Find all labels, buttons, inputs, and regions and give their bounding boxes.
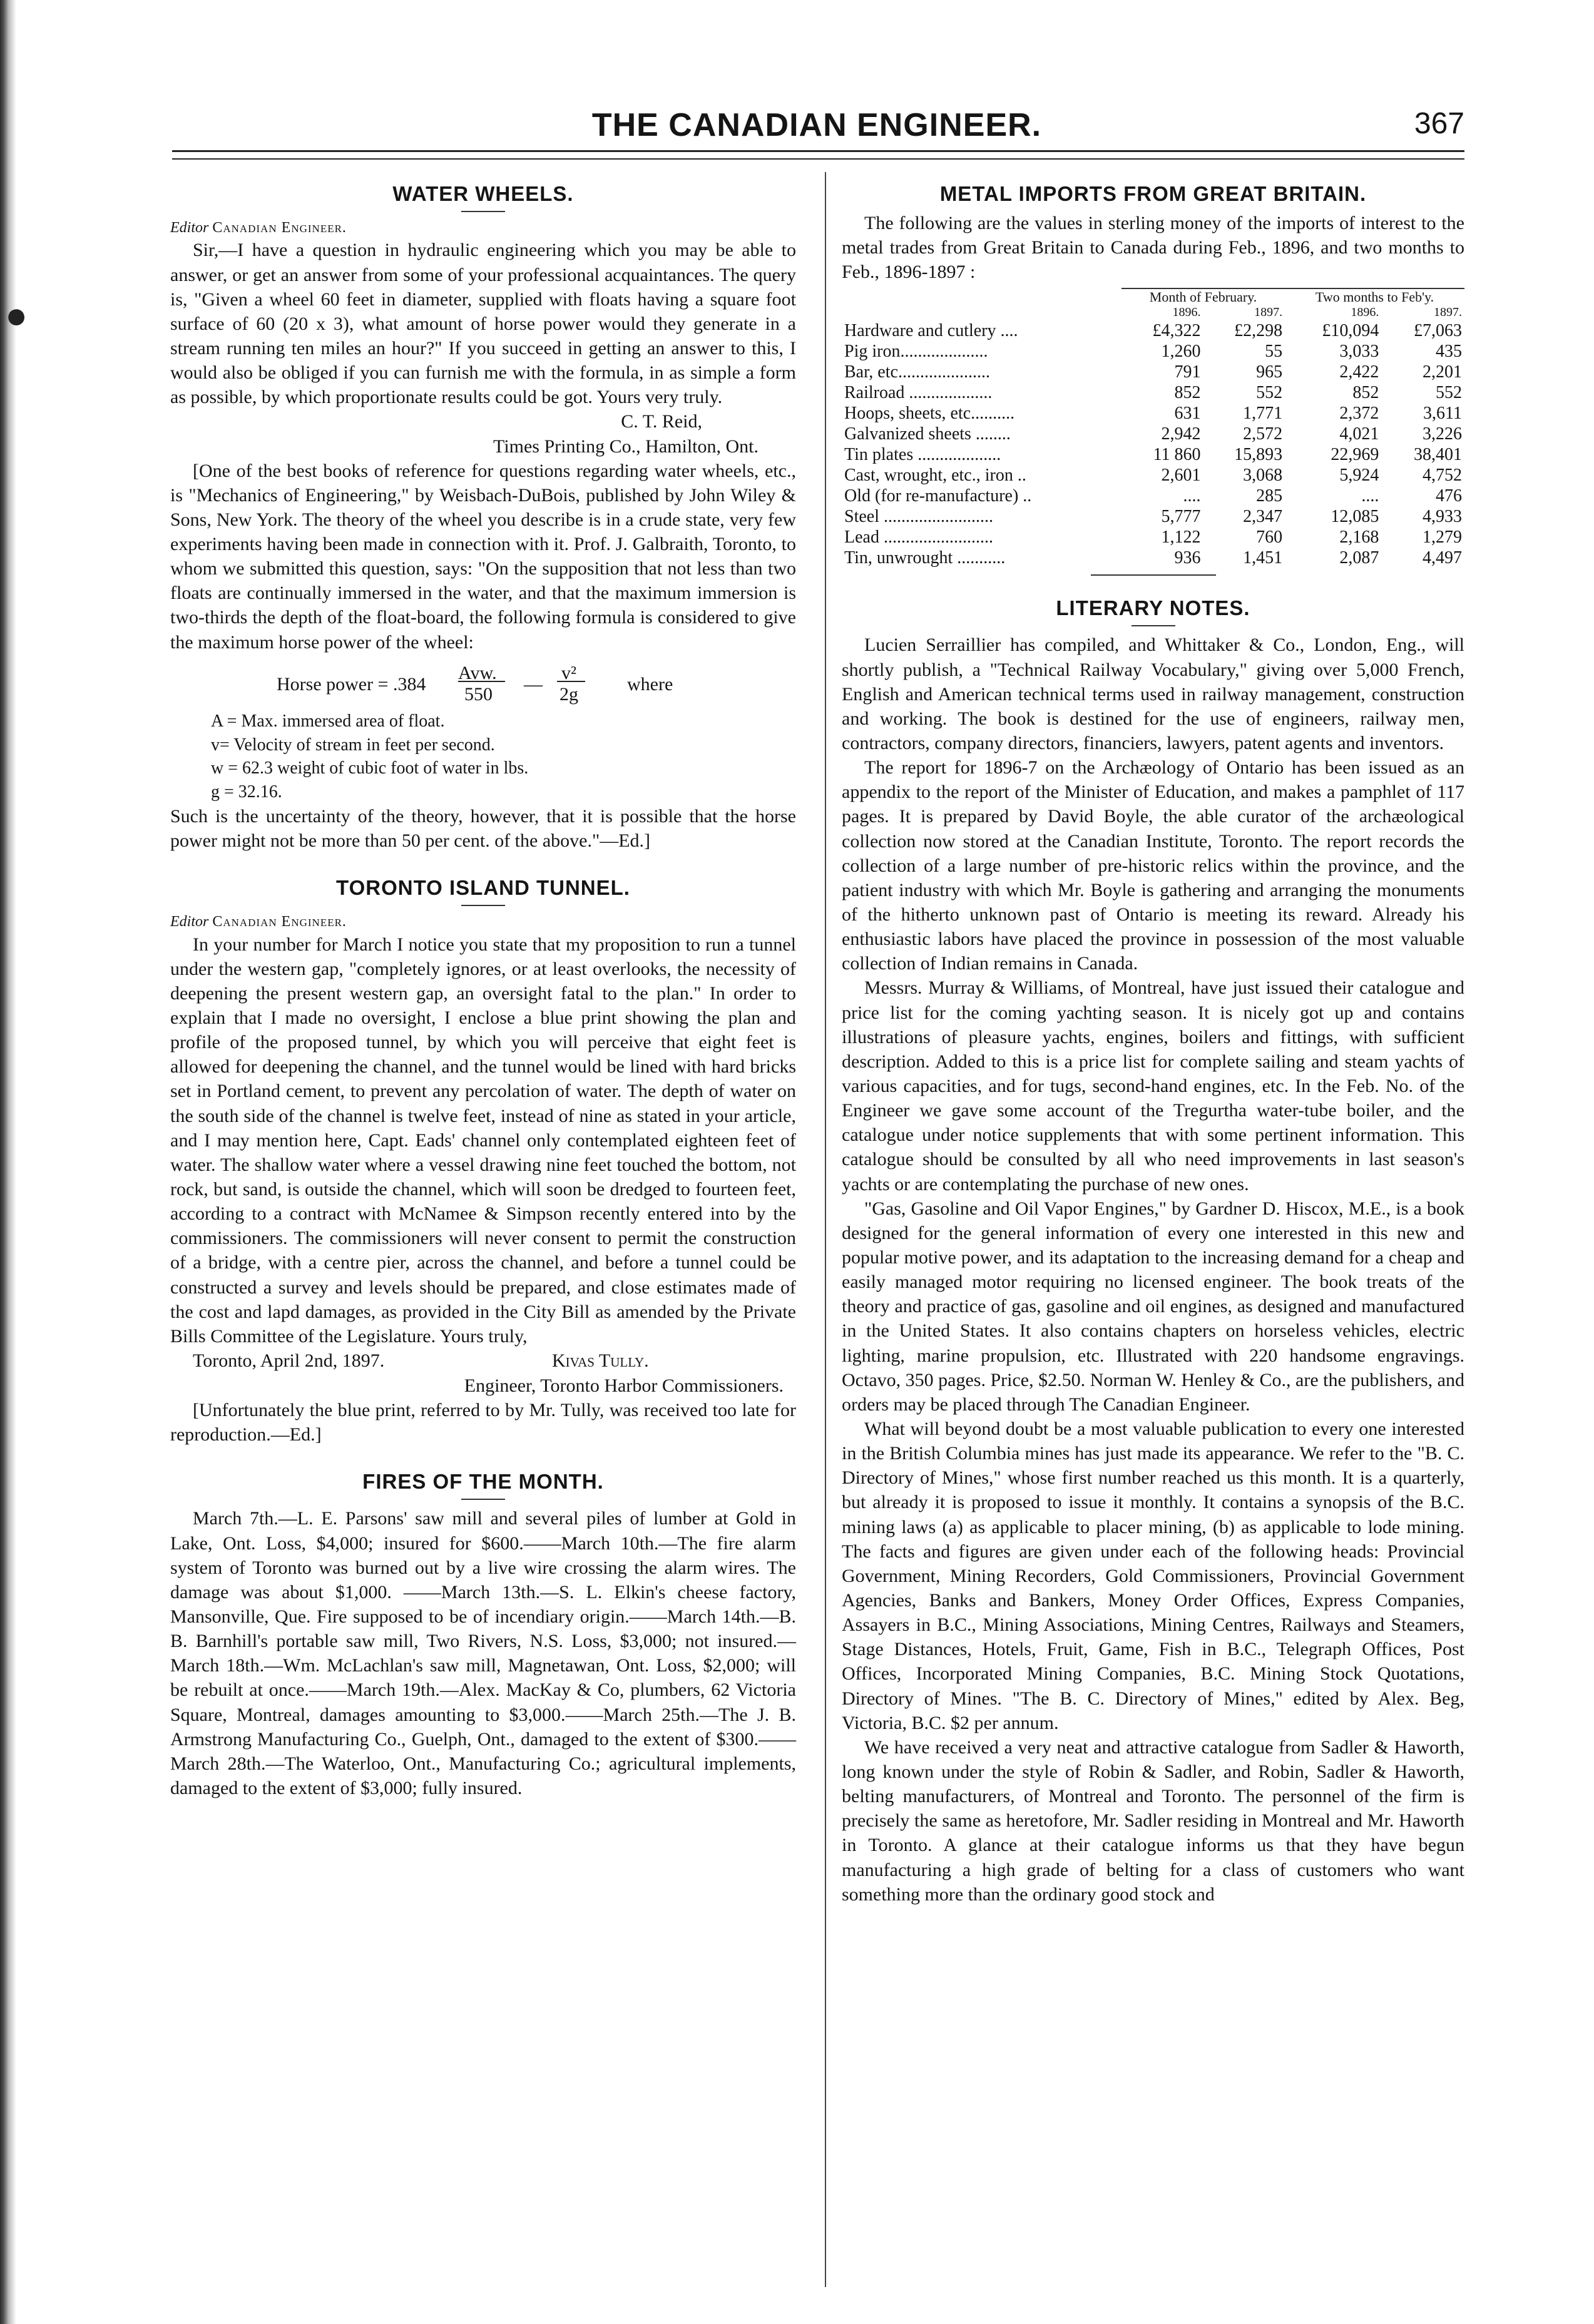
formula-minus: — — [524, 673, 543, 695]
tunnel-place-date: Toronto, April 2nd, 1897. — [193, 1350, 385, 1371]
row-value: 285 — [1256, 486, 1283, 506]
table-row — [842, 465, 1464, 486]
literary-notes-heading: LITERARY NOTES. — [1056, 596, 1250, 620]
row-value: £2,298 — [1234, 321, 1283, 341]
formula-denominator-2: 2g — [559, 683, 578, 705]
row-item: Tin, unwrought ........... — [844, 548, 1006, 568]
row-value: 3,068 — [1243, 466, 1283, 486]
row-value: 852 — [1174, 383, 1201, 403]
row-value: 852 — [1352, 383, 1379, 403]
row-item: Galvanized sheets ........ — [844, 424, 1011, 444]
horse-power-formula — [277, 661, 796, 705]
table-row — [842, 341, 1464, 362]
water-wheels-heading: WATER WHEELS. — [392, 182, 574, 205]
table-row — [842, 548, 1464, 568]
row-value: 2,942 — [1161, 424, 1201, 444]
row-value: 11 860 — [1153, 445, 1201, 465]
literary-note-paragraph: The report for 1896-7 on the Archæology of Ontario has been issued as an appendix to the report of the Minister of Education, and makes a pamphlet of 117 pages. It is prepared by David Boyle, the able curator of the archæological collection now stored at the Canadian Institute, Toronto. The report records the collection of a large number of pre-historic relics within the province, and the patient industry with which Mr. Boyle is gathering and arranging the monuments of the hitherto unknown past of Ontario is meeting its reward. Already his enthusiastic labors have placed the province in possession of the most valuable collection of Indian remains in Canada. — [842, 757, 1464, 974]
row-value: 12,085 — [1331, 507, 1379, 527]
table-row — [842, 506, 1464, 527]
row-value: .... — [1183, 486, 1201, 506]
row-value: 3,226 — [1423, 424, 1462, 444]
water-wheels-closing: Such is the uncertainty of the theory, however, that it is possible that the horse power might not be more than 50 per cent. of the above."—Ed.] — [170, 805, 796, 852]
fires-heading: FIRES OF THE MONTH. — [362, 1470, 604, 1494]
row-value: 1,122 — [1161, 527, 1201, 548]
tunnel-heading: TORONTO ISLAND TUNNEL. — [336, 876, 630, 900]
fires-body: March 7th.—L. E. Parsons' saw mill and several piles of lumber at Gold in Lake, Ont. Loss, $4,000; insured for $600.——March 10th.—The fire alarm system of Toronto was burned out by a live wire crossing the alarm wires. The damage was about $1,000. ——March 13th.—S. L. Elkin's cheese factory, Mansonville, Que. Fire supposed to be of incendiary origin.——March 14th.—B. B. Barnhill's portable saw mill, Two Rivers, N.S. Loss, $3,000; not insured.—March 18th.—Wm. McLachlan's saw mill, Magnetawan, Ont. Loss, $2,000; will be rebuilt at once.——March 19th.—Alex. MacKay & Co, plumbers, 62 Victoria Square, Montreal, damages amounting to $3,000.——March 25th.—The J. B. Armstrong Manufacturing Co., Guelph, Ont., damaged to the extent of $300.——March 28th.—The Waterloo, Ont., Manufacturing Co.; agricultural implements, damaged to the extent of $3,000; fully insured. — [170, 1508, 796, 1799]
metal-imports-table — [842, 288, 1464, 568]
tunnel-letter: In your number for March I notice you state that my proposition to run a tunnel under the western gap, "completely ignores, or at least overlooks, the necessity of deepening the present western gap, an oversight fatal to the plan." In order to explain that I made no oversight, I enclose a blue print showing the plan and profile of the proposed tunnel, by which you will perceive that eight feet is allowed for deepening the channel, and the tunnel would be lined with hard bricks set in Portland cement, to prevent any percolation of water. The depth of water on the south side of the channel is twelve feet, instead of nine as stated in your article, and I may mention here, Capt. Eads' channel only contemplated eighteen feet of water. The shallow water where a vessel drawing nine feet touched the bottom, not rock, but sand, is outside the channel, which will soon be dredged to fourteen feet, according to a contract with McNamee & Simpson recently entered into by the commissioners. The commissioners will never consent to permit the construction of a bridge, with a centre pier, across the channel, and before a tunnel could be constructed a survey and levels should be prepared, and close estimates made of the cost and lapd damages, as provided in the City Bill as amended by the Private Bills Committee of the Legislature. Yours truly, — [170, 934, 796, 1347]
table-year-header-row — [842, 305, 1464, 320]
tunnel-note: [Unfortunately the blue print, referred to by Mr. Tully, was received too late for reproduction.—Ed.] — [170, 1400, 796, 1445]
row-value: 3,033 — [1339, 342, 1379, 362]
row-item: Hoops, sheets, etc.......... — [844, 404, 1015, 424]
row-value: 552 — [1256, 383, 1283, 403]
row-value: 791 — [1174, 362, 1201, 382]
metal-imports-intro: The following are the values in sterling money of the imports of interest to the metal trades from Great Britain to Canada during Feb., 1896, and two months to Feb., 1896-1897 : — [842, 213, 1464, 283]
row-value: 3,611 — [1423, 404, 1462, 424]
row-value: 965 — [1256, 362, 1283, 382]
row-value: 4,497 — [1423, 548, 1462, 568]
editor-prefix: Editor — [170, 914, 209, 930]
year-header: 1897. — [1434, 305, 1462, 320]
definition-line: w = 62.3 weight of cubic foot of water in lbs. — [211, 758, 529, 778]
literary-note-paragraph: We have received a very neat and attractive catalogue from Sadler & Haworth, long known under the style of Robin & Sadler, and Robin, Sadler & Haworth, belting manufacturers, of Montreal and Toronto. The personnel of the firm is precisely the same as heretofore, Mr. Sadler residing in Montreal and Mr. Haworth in Toronto. A glance at their catalogue informs us that they have begun manufacturing a high grade of belting for a class of customers who want something more than the ordinary good stock and — [842, 1736, 1464, 1905]
water-wheels-reply: [One of the best books of reference for questions regarding water wheels, etc., is "Mechanics of Engineering," by Weisbach-DuBois, published by John Wiley & Sons, New York. The theory of the wheel you describe is in a crude state, very few experiments having been made in connection with it. Prof. J. Galbraith, Toronto, to whom we submitted this question, says: "On the supposition that not less than two floats are continually immersed in the water, and that the maximum immersion is two-thirds the depth of the float-board, the following formula is considered to give the maximum horse power of the wheel: — [170, 460, 796, 653]
table-row — [842, 362, 1464, 382]
row-value: 4,752 — [1423, 466, 1462, 486]
left-column — [170, 169, 796, 1800]
literary-note-paragraph: Lucien Serraillier has compiled, and Whittaker & Co., London, Eng., will shortly publish, a "Technical Railway Vocabulary," giving over 5,000 French, English and American technical terms used in railway management, construction and working. The book is destined for the use of engineers, railway men, contractors, company directors, financiers, lawyers, patent agents and inventors. — [842, 635, 1464, 754]
formula-denominator-1: 550 — [464, 683, 493, 705]
table-row — [842, 527, 1464, 548]
heading-rule — [461, 211, 505, 212]
year-header: 1896. — [1172, 305, 1201, 320]
masthead — [169, 106, 1464, 150]
row-item: Pig iron.................... — [844, 342, 988, 362]
page-number: 367 — [1414, 107, 1464, 140]
row-value: 4,021 — [1339, 424, 1379, 444]
row-item: Lead ......................... — [844, 527, 993, 548]
heading-rule — [1132, 625, 1175, 626]
row-value: 22,969 — [1331, 445, 1379, 465]
row-value: £4,322 — [1152, 321, 1201, 341]
table-end-rule — [1091, 574, 1216, 576]
row-value: 2,201 — [1423, 362, 1462, 382]
row-value: 38,401 — [1414, 445, 1462, 465]
formula-definitions — [211, 710, 796, 804]
definition-line: A = Max. immersed area of float. — [211, 711, 445, 731]
row-value: 2,087 — [1339, 548, 1379, 568]
editor-address — [170, 218, 796, 238]
water-wheels-letter: Sir,—I have a question in hydraulic engineering which you may be able to answer, or get an answer from some of your professional acquaintances. The query is, "Given a wheel 60 feet in diameter, supplied with floats having a square foot surface of 60 (20 x 3), what amount of horse power would they generate in a stream running ten miles an hour?" If you succeed in getting an answer to this, I would also be obliged if you can furnish me with the formula, in as simple a form as possible, by which proportionate results could be got. Yours very truly. — [170, 240, 796, 408]
table-group-header-row — [842, 288, 1464, 305]
row-value: 476 — [1436, 486, 1462, 506]
literary-note-paragraph: "Gas, Gasoline and Oil Vapor Engines," by Gardner D. Hiscox, M.E., is a book designed for the general information of every one interested in this new and popular motive power, and its adaptation to the increasing demand for a cheap and easily managed motor requiring no licensed engineer. The book treats of the theory and practice of gas, gasoline and oil engines, as designed and manufactured in the United States. It also contains chapters on horseless vehicles, electric lighting, marine propulsion, etc. Illustrated with 220 handsome engravings. Octavo, 350 pages. Price, $2.50. Norman W. Henley & Co., are the publishers, and orders may be placed through The Canadian Engineer. — [842, 1198, 1464, 1415]
table-row — [842, 382, 1464, 403]
row-value: 1,260 — [1161, 342, 1201, 362]
row-item: Steel ......................... — [844, 507, 993, 527]
row-value: 760 — [1256, 527, 1283, 548]
row-value: 2,572 — [1243, 424, 1283, 444]
formula-numerator-1: Avw. — [458, 662, 497, 683]
formula-lhs: Horse power = .384 — [277, 673, 426, 695]
header-rule — [172, 150, 1464, 160]
row-item: Bar, etc..................... — [844, 362, 990, 382]
publication-title: THE CANADIAN ENGINEER. — [591, 107, 1042, 143]
row-value: 55 — [1265, 342, 1283, 362]
table-row — [842, 320, 1464, 341]
row-item: Old (for re-manufacture) .. — [844, 486, 1032, 506]
group-header-february: Month of February. — [1121, 288, 1285, 305]
definition-line: v= Velocity of stream in feet per second. — [211, 735, 495, 755]
year-header: 1897. — [1254, 305, 1283, 320]
right-column — [842, 169, 1464, 1907]
water-wheels-signature-org: Times Printing Co., Hamilton, Ont. — [493, 436, 759, 457]
row-value: 2,347 — [1243, 507, 1283, 527]
row-value: 2,422 — [1339, 362, 1379, 382]
row-value: 631 — [1174, 404, 1201, 424]
row-value: 1,451 — [1243, 548, 1283, 568]
table-row — [842, 444, 1464, 465]
table-row — [842, 486, 1464, 506]
tunnel-signature: Kivas Tully. — [552, 1350, 649, 1371]
year-header: 1896. — [1351, 305, 1379, 320]
editor-name: Canadian Engineer. — [212, 220, 347, 237]
row-value: 1,771 — [1243, 404, 1283, 424]
row-value: .... — [1361, 486, 1379, 506]
editor-address — [170, 912, 796, 932]
tunnel-dateline — [170, 1348, 796, 1374]
formula-numerator-2: v² — [561, 662, 576, 683]
metal-imports-heading: METAL IMPORTS FROM GREAT BRITAIN. — [939, 182, 1367, 205]
row-value: 552 — [1436, 383, 1462, 403]
row-value: 4,933 — [1423, 507, 1462, 527]
editor-prefix: Editor — [170, 220, 209, 237]
row-value: 5,777 — [1161, 507, 1201, 527]
row-item: Tin plates ................... — [844, 445, 1001, 465]
row-value: 5,924 — [1339, 466, 1379, 486]
table-row — [842, 424, 1464, 444]
margin-blot: ● — [5, 295, 28, 336]
row-value: 936 — [1174, 548, 1201, 568]
heading-rule — [461, 1499, 505, 1500]
editor-name: Canadian Engineer. — [212, 914, 347, 930]
row-value: 2,372 — [1339, 404, 1379, 424]
formula-where: where — [627, 673, 673, 695]
row-value: 15,893 — [1234, 445, 1283, 465]
row-value: 2,601 — [1161, 466, 1201, 486]
row-value: 435 — [1436, 342, 1462, 362]
row-item: Hardware and cutlery .... — [844, 321, 1018, 341]
binding-edge — [0, 0, 16, 2324]
literary-note-paragraph: What will beyond doubt be a most valuable publication to every one interested in the British Columbia mines has just made its appearance. We refer to the "B. C. Directory of Mines," whose first number reached us this month. It is a quarterly, but already it is proposed to issue it monthly. It contains a synopsis of the B.C. mining laws (a) as applicable to placer mining, (b) as applicable to lode mining. The facts and figures are given under each of the following heads: Provincial Government, Mining Recorders, Gold Commissioners, Provincial Government Agencies, Banks and Bankers, Money Order Offices, Express Companies, Assayers in B.C., Mining Associations, Mining Centres, Railways and Steamers, Stage Distances, Hotels, Fruit, Game, Fish in B.C., Telegraph Offices, Post Offices, Incorporated Mining Companies, B.C. Mining Stock Quotations, Directory of Mines. "The B. C. Directory of Mines," edited by Alex. Beg, Victoria, B.C. $2 per annum. — [842, 1418, 1464, 1733]
tunnel-signature-org: Engineer, Toronto Harbor Commissioners. — [464, 1375, 784, 1396]
literary-note-paragraph: Messrs. Murray & Williams, of Montreal, have just issued their catalogue and price list for the coming yachting season. It is nicely got up and contains illustrations of pleasure yachts, engines, boilers and fittings, with sufficient description. Added to this is a price list for complete sailing and steam yachts of various capacities, and for tugs, second-hand engines, etc. In the Feb. No. of the Engineer we gave some account of the Tregurtha water-tube boiler, and the catalogue under notice supplements that with some pertinent information. This catalogue should be consulted by all who need improvements in last season's yachts or are contemplating the purchase of new ones. — [842, 977, 1464, 1195]
water-wheels-signature: C. T. Reid, — [621, 411, 702, 432]
definition-line: g = 32.16. — [211, 782, 282, 802]
row-value: £7,063 — [1414, 321, 1462, 341]
group-header-two-months: Two months to Feb'y. — [1285, 288, 1464, 305]
table-row — [842, 403, 1464, 424]
row-value: £10,094 — [1322, 321, 1379, 341]
row-item: Railroad ................... — [844, 383, 993, 403]
row-value: 1,279 — [1423, 527, 1462, 548]
row-value: 2,168 — [1339, 527, 1379, 548]
row-item: Cast, wrought, etc., iron .. — [844, 466, 1026, 486]
column-divider — [825, 172, 826, 2287]
heading-rule — [461, 905, 505, 906]
